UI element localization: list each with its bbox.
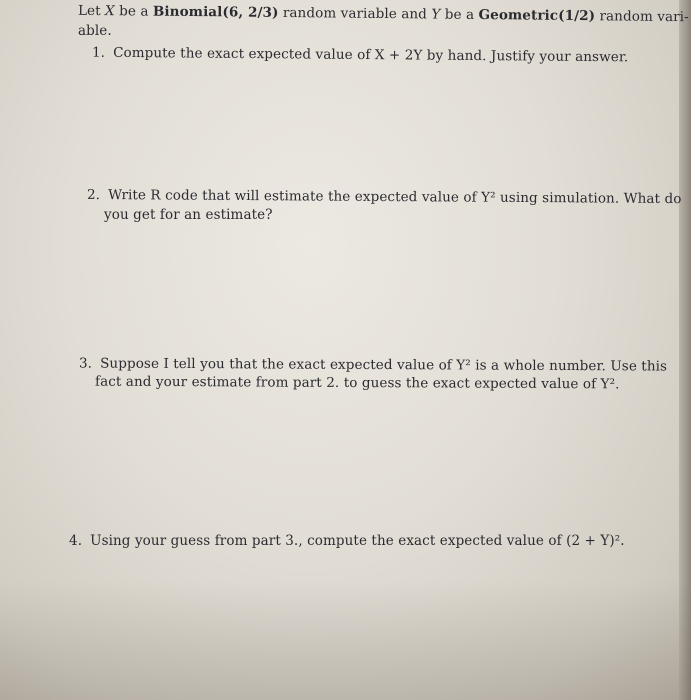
question-4: 4. Using your guess from part 3., compute the exact expected value of (2 + Y)². bbox=[69, 533, 625, 549]
shadow bbox=[0, 580, 691, 700]
question-3: 3. Suppose I tell you that the exact expected value of Y² is a whole number. Use this bbox=[78, 355, 668, 375]
question-2-continued: you get for an estimate? bbox=[104, 207, 273, 223]
intro-line-2: able. bbox=[78, 23, 112, 39]
question-1: 1. Compute the exact expected value of X + 2Y by hand. Justify your answer. bbox=[91, 44, 629, 66]
intro-line-1: Let X be a Binomial(6, 2/3) random variable and Y be a Geometric(1/2) random vari- bbox=[77, 2, 689, 26]
question-3-continued: fact and your estimate from part 2. to guess the exact expected value of Y². bbox=[94, 373, 620, 393]
question-2: 2. Write R code that will estimate the expected value of Y² using simulation. What do bbox=[86, 186, 682, 208]
